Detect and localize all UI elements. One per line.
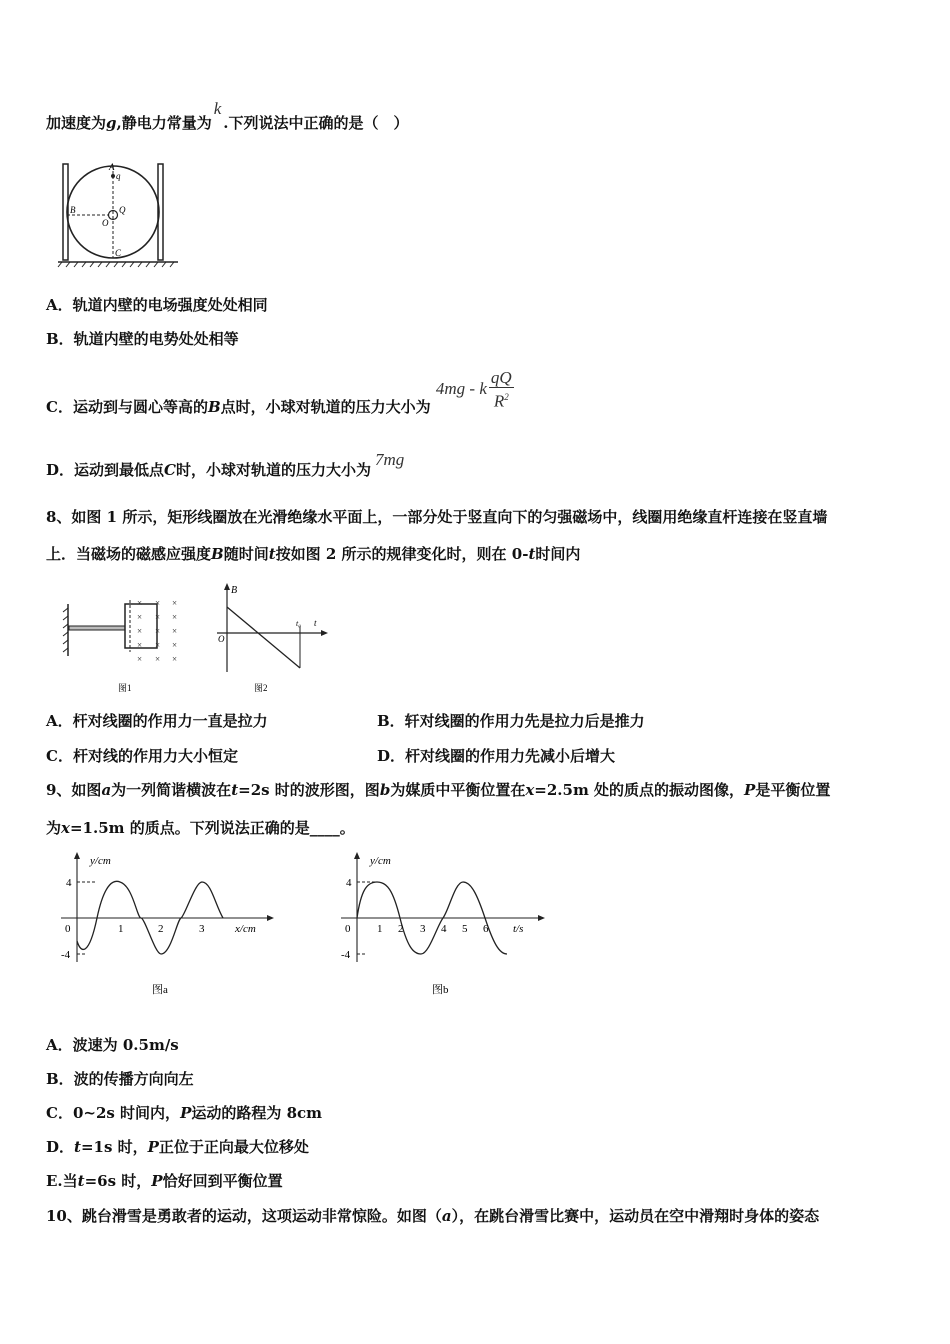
svg-text:×: × [137,626,143,636]
q9-option-e-a: E.当 [46,1172,78,1190]
svg-text:×: × [137,598,143,608]
fig2-label-B: B [231,585,238,596]
q10-stem-a: 10、跳台滑雪是勇敢者的运动，这项运动非常惊险。如图（ [46,1207,442,1225]
svg-text:×: × [155,626,161,636]
graph-a-xlabel: x/cm [235,923,256,935]
q7-option-c-fraction [489,369,514,411]
q7-option-c-expr: 4mg - k [435,378,487,398]
magnetic-field-marks [137,598,177,664]
q7-track-figure [56,160,181,272]
q7-stem-var-g: g [106,114,117,132]
graph-a-zero: 0 [65,923,71,935]
q9-option-e-var-t: t [77,1172,85,1190]
q9-l2-c: =1.5m 的质点。下列说法正确的是____。 [69,819,355,837]
q7-option-c-formula [435,368,514,411]
q9-option-d-var-P: P [147,1138,159,1156]
graph-b-ylabel: y/cm [370,855,391,867]
q10-stem [46,1206,819,1226]
label-B: B [70,205,76,215]
q8-stem-line2 [46,544,580,564]
q9-option-c [46,1103,322,1123]
q9-l2-a: 为 [46,819,62,837]
q7-option-d-text-a: D．运动到最低点 [46,461,165,479]
svg-text:×: × [172,612,178,622]
graph-b-tick-2: 2 [398,923,404,935]
graph-a-ypos: 4 [66,877,72,889]
graph-b-tick-6: 6 [483,923,489,935]
q9-option-d-a: D． [46,1138,75,1156]
graph-a-tick-2: 2 [158,923,164,935]
q9-l1-var-b: b [379,781,391,799]
fig2-label-t0: t₀ [296,619,302,628]
q8-stem-l2-var-t2: t [528,545,536,563]
fig2-caption: 图2 [254,683,268,693]
q7-option-d [46,450,405,479]
graph-a-yneg: -4 [61,949,71,961]
q9-option-d-e: 正位于正向最大位移处 [158,1138,309,1156]
q7-option-c-denominator [494,388,509,411]
q9-l1-i: =2.5m 处的质点的振动图像， [534,781,745,799]
q9-l1-a: 9、如图 [46,781,102,799]
q7-option-c-var: B [207,397,221,416]
graph-b-zero: 0 [345,923,351,935]
q9-option-c-c: 运动的路程为 8cm [191,1104,323,1122]
q9-l1-var-P: P [744,781,756,799]
q9-option-e-var-P: P [151,1172,163,1190]
q9-l1-c: 为一列简谐横波在 [111,781,232,799]
q9-stem-line2 [46,818,355,838]
q7-stem-var-k: k [213,99,222,118]
q7-option-c-den-R: R [493,391,505,411]
q9-l1-g: 为媒质中平衡位置在 [390,781,526,799]
graph-b-tick-4: 4 [441,923,447,935]
graph-b-tick-3: 3 [420,923,426,935]
q7-option-c-den-exp: 2 [504,392,509,402]
svg-text:×: × [155,654,161,664]
graph-b-tick-1: 1 [377,923,383,935]
q10-stem-c: ），在跳台滑雪比赛中，运动员在空中滑翔时身体的姿态 [451,1207,820,1225]
q7-option-b: B．轨道内壁的电势处处相等 [46,330,239,348]
q9-l2-var-x: x [61,819,70,837]
graph-b-caption: 图b [432,984,449,996]
q9-l1-var-t: t [231,781,239,799]
label-A: A [109,162,115,172]
q7-option-d-text-b: 时，小球对轨道的压力大小为 [175,461,371,479]
q7-stem [46,99,409,133]
q9-option-a: A．波速为 0.5m/s [46,1036,179,1054]
svg-text:×: × [172,654,178,664]
q8-option-d: D．杆对线圈的作用力先减小后增大 [377,747,616,765]
graph-b-xlabel: t/s [513,923,524,935]
q8-stem-l2-var-t: t [268,545,276,563]
q7-option-d-formula: 7mg [374,450,405,469]
fig2-label-t: t [314,618,317,628]
svg-text:×: × [155,612,161,622]
q10-stem-var-a: a [441,1207,452,1225]
q7-stem-text-b: ,静电力常量为 [116,114,212,132]
q7-stem-text-a: 加速度为 [46,114,107,132]
q9-option-b: B．波的传播方向向左 [46,1070,194,1088]
q8-option-b: B．轩对线圈的作用力先是拉力后是推力 [377,712,645,730]
svg-text:×: × [172,598,178,608]
q9-l1-e: =2s 时的波形图，图 [238,781,380,799]
q7-option-c-text-a: C．运动到与圆心等高的 [46,397,208,416]
fig2-label-O: O [218,634,225,644]
svg-text:×: × [155,640,161,650]
q7-stem-text-c: .下列说法中正确的是（ ） [223,114,409,132]
graph-a-caption: 图a [152,984,168,996]
q9-option-e [46,1171,283,1191]
graph-a-tick-1: 1 [118,923,124,935]
q9-option-d-c: =1s 时， [80,1138,148,1156]
label-O: O [102,218,109,228]
q9-l1-var-x: x [525,781,535,799]
q8-stem-l2-e: 按如图 2 所示的规律变化时，则在 0- [275,545,529,563]
q9-graph-b [335,850,550,1000]
q8-figure1-coil [60,596,190,696]
ball-q [111,174,115,178]
q9-l1-var-a: a [101,781,112,799]
svg-text:×: × [172,640,178,650]
label-C: C [115,248,122,258]
q8-figure2-graph [212,582,337,694]
graph-b-tick-5: 5 [462,923,468,935]
q9-option-d [46,1137,309,1157]
q8-stem-line1: 8、如图 1 所示，矩形线圈放在光滑绝缘水平面上，一部分处于竖直向下的匀强磁场中，线圈用绝缘直杆连接在竖直墙 [46,508,828,526]
graph-b-ypos: 4 [346,877,352,889]
q7-option-d-var: C [164,461,176,479]
label-q: q [116,171,121,181]
q8-option-c: C．杆对线的作用力大小恒定 [46,747,238,765]
svg-text:×: × [172,626,178,636]
q9-option-e-c: =6s 时， [84,1172,152,1190]
fig1-caption: 图1 [118,683,132,693]
svg-text:×: × [137,640,143,650]
q9-graph-a [55,850,280,1000]
q7-option-c-text-b: 点时，小球对轨道的压力大小为 [220,397,431,416]
q9-option-d-var-t: t [74,1138,81,1156]
graph-a-ylabel: y/cm [90,855,111,867]
svg-text:×: × [137,654,143,664]
q7-option-a: A．轨道内壁的电场强度处处相同 [46,296,268,314]
q8-stem-l2-g: 时间内 [535,545,581,563]
q7-option-c [46,366,514,416]
graph-b-yneg: -4 [341,949,351,961]
q7-option-c-numerator: qQ [490,368,512,387]
q8-option-a: A．杆对线圈的作用力一直是拉力 [46,712,268,730]
q9-l1-k: 是平衡位置 [755,781,831,799]
graph-a-tick-3: 3 [199,923,205,935]
svg-text:×: × [137,612,143,622]
q9-stem-line1 [46,780,830,800]
b-line [227,607,300,668]
q9-option-c-var-P: P [180,1104,192,1122]
q8-stem-l2-var-B: B [211,545,224,563]
q8-stem-l2-c: 随时间 [223,545,269,563]
insulating-rod [69,626,125,630]
q9-option-e-e: 恰好回到平衡位置 [162,1172,283,1190]
q9-option-c-a: C．0~2s 时间内， [46,1104,181,1122]
label-Q: Q [119,205,126,215]
svg-text:×: × [155,598,161,608]
q8-stem-l2-a: 上．当磁场的磁感应强度 [46,545,212,563]
